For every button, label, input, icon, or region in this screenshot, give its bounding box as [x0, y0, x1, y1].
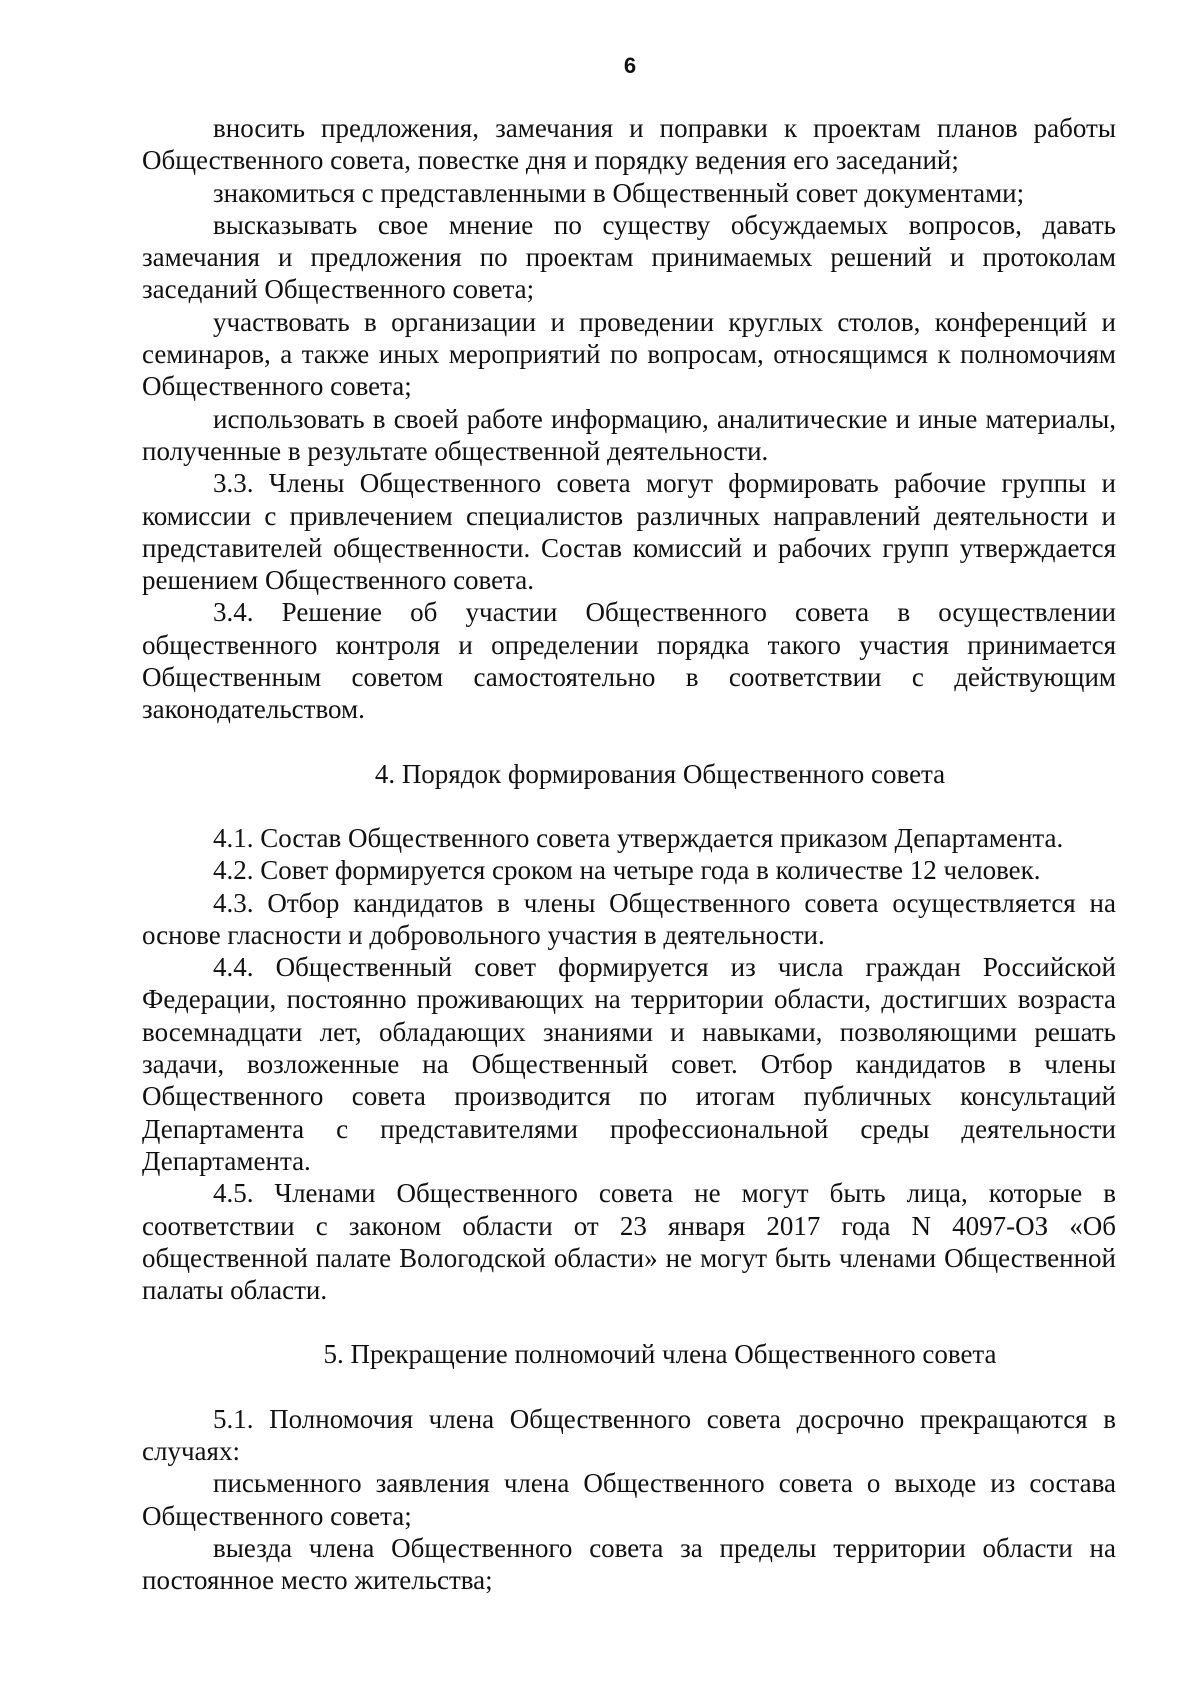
- page-number: 6: [623, 53, 637, 78]
- paragraph-departure: выезда члена Общественного совета за пределы территории области на постоянное место жительства;: [142, 1532, 1116, 1596]
- paragraph-participate-events: участвовать в организации и проведении круглых столов, конференций и семинаров, а также иных мероприятий по вопросам, относящимся к полномочиям Общественного совета;: [142, 306, 1116, 402]
- paragraph-3-4: 3.4. Решение об участии Общественного совета в осуществлении общественного контроля и определении порядка такого участия принимается Общественным советом самостоятельно в соответствии с действующим законодательством.: [142, 597, 1116, 725]
- document-body: [142, 112, 1116, 1596]
- paragraph-written-statement: письменного заявления члена Общественного совета о выходе из состава Общественного совета;: [142, 1468, 1116, 1531]
- paragraph-express-opinion: высказывать свое мнение по существу обсуждаемых вопросов, давать замечания и предложения по проектам принимаемых решений и протоколам заседаний Общественного совета;: [142, 209, 1116, 305]
- paragraph-3-3: 3.3. Члены Общественного совета могут формировать рабочие группы и комиссии с привлечением специалистов различных направлений деятельности и представителей общественности. Состав комиссий и рабочих групп утверждается решением Общественного совета.: [142, 468, 1116, 596]
- paragraph-4-1: 4.1. Состав Общественного совета утверждается приказом Департамента.: [213, 822, 1064, 853]
- paragraph-4-2: 4.2. Совет формируется сроком на четыре года в количестве 12 человек.: [213, 855, 1041, 886]
- paragraph-review-documents: знакомиться с представленными в Общественный совет документами;: [213, 177, 1025, 208]
- paragraph-4-5: 4.5. Членами Общественного совета не могут быть лица, которые в соответствии с законом области от 23 января 2017 года N 4097-ОЗ «Об общественной палате Вологодской области» не могут быть членами Общественной палаты области.: [142, 1178, 1116, 1306]
- paragraph-5-1: 5.1. Полномочия члена Общественного совета досрочно прекращаются в случаях:: [142, 1403, 1116, 1466]
- section-heading-5: 5. Прекращение полномочий члена Общественного совета: [323, 1339, 997, 1370]
- paragraph-use-information: использовать в своей работе информацию, аналитические и иные материалы, полученные в результате общественной деятельности.: [142, 403, 1116, 466]
- paragraph-4-3: 4.3. Отбор кандидатов в члены Общественного совета осуществляется на основе гласности и добровольного участия в деятельности.: [142, 887, 1116, 950]
- paragraph-4-4: 4.4. Общественный совет формируется из числа граждан Российской Федерации, постоянно проживающих на территории области, достигших возраста восемнадцати лет, обладающих знаниями и навыками, позволяющими решать задачи, возложенные на Общественный совет. Отбор кандидатов в члены Общественного совета производится по итогам публичных консультаций Департамента с представителями профессиональной среды деятельности Департамента.: [142, 952, 1116, 1176]
- paragraph-propose-amendments: вносить предложения, замечания и поправки к проектам планов работы Общественного совета, повестке дня и порядку ведения его заседаний;: [142, 113, 1116, 176]
- section-heading-4: 4. Порядок формирования Общественного совета: [374, 758, 946, 789]
